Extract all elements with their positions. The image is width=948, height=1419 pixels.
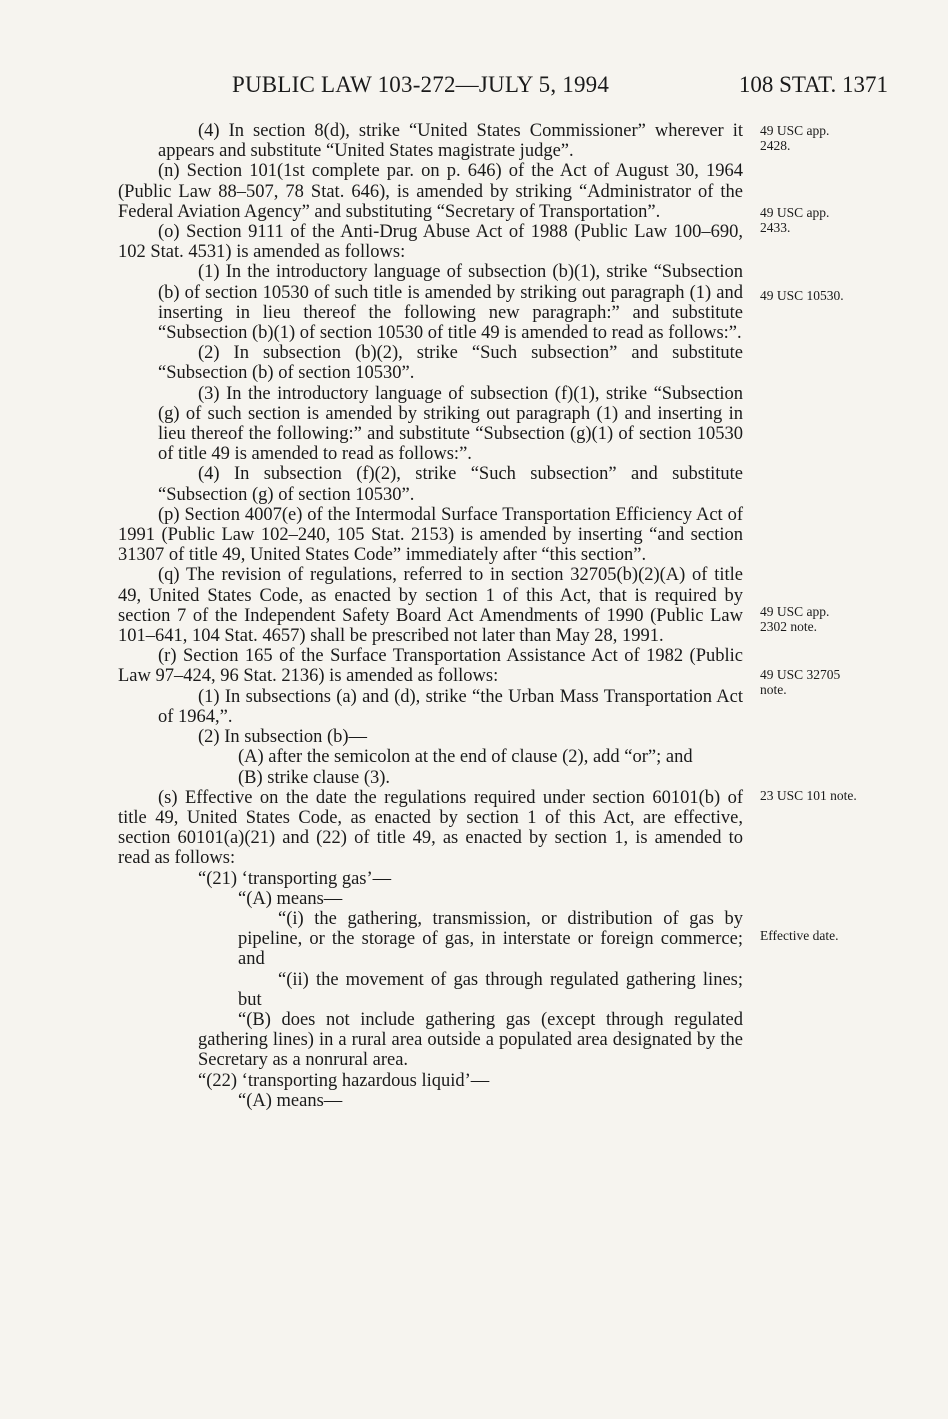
paragraph-r2b: (B) strike clause (3). xyxy=(238,767,391,788)
page-header xyxy=(232,72,888,102)
paragraph-r1: (1) In subsections (a) and (d), strike “the Urban Mass Transportation Act of 1964,”. xyxy=(158,686,743,727)
paragraph-o3: (3) In the introductory language of subsection (f)(1), strike “Subsection (g) of such section is amended by striking out paragraph (1) and inserting in lieu thereof the following:” and substitute “Subsection (g)(1) of section 10530 of title 49 is amended to read as follows:”. xyxy=(158,383,743,465)
definition-21a-ii: “(ii) the movement of gas through regulated gathering lines; but xyxy=(238,969,743,1010)
margin-note: Effective date. xyxy=(760,928,839,943)
paragraph-m4: (4) In section 8(d), strike “United States Commissioner” wherever it appears and substitute “United States magistrate judge”. xyxy=(158,121,743,162)
running-head-title: PUBLIC LAW 103-272—JULY 5, 1994 xyxy=(232,72,610,97)
paragraph-n: (n) Section 101(1st complete par. on p. 646) of the Act of August 30, 1964 (Public Law 88–507, 78 Stat. 646), is amended by striking “Administrator of the Federal Aviation Agency” and substituting “Secretary of Transportation”. xyxy=(118,161,743,222)
statute-body xyxy=(118,121,743,1111)
definition-21a: “(A) means— xyxy=(238,888,343,909)
definition-22a: “(A) means— xyxy=(238,1090,343,1111)
margin-note: 49 USC 10530. xyxy=(760,288,844,303)
paragraph-o: (o) Section 9111 of the Anti-Drug Abuse Act of 1988 (Public Law 100–690, 102 Stat. 4531) is amended as follows: xyxy=(118,222,743,263)
paragraph-r2: (2) In subsection (b)— xyxy=(198,727,368,748)
paragraph-o4: (4) In subsection (f)(2), strike “Such subsection” and substitute “Subsection (g) of section 10530”. xyxy=(158,464,743,505)
paragraph-q: (q) The revision of regulations, referred to in section 32705(b)(2)(A) of title 49, United States Code, as enacted by section 1 of this Act, that is required by section 7 of the Independent Safety Board Act Amendments of 1990 (Public Law 101–641, 104 Stat. 4657) shall be prescribed not later than May 28, 1991. xyxy=(118,565,743,647)
paragraph-o1: (1) In the introductory language of subsection (b)(1), strike “Subsection (b) of section 10530 of such title is amended by striking out paragraph (1) and inserting in lieu thereof the following new paragraph:” and substitute “Subsection (b)(1) of section 10530 of title 49 is amended to read as follows:”. xyxy=(158,262,743,344)
paragraph-r: (r) Section 165 of the Surface Transportation Assistance Act of 1982 (Public Law 97–424, 96 Stat. 2136) is amended as follows: xyxy=(118,646,743,687)
statute-page-number: 108 STAT. 1371 xyxy=(738,72,888,97)
definition-21: “(21) ‘transporting gas’— xyxy=(198,868,392,889)
definition-21b: “(B) does not include gathering gas (except through regulated gathering lines) in a rural area outside a populated area designated by the Secretary as a nonrural area. xyxy=(198,1009,743,1071)
paragraph-o2: (2) In subsection (b)(2), strike “Such subsection” and substitute “Subsection (b) of section 10530”. xyxy=(158,343,743,384)
margin-note: 49 USC 32705 note. xyxy=(760,667,841,697)
paragraph-p: (p) Section 4007(e) of the Intermodal Surface Transportation Efficiency Act of 1991 (Public Law 102–240, 105 Stat. 2153) is amended by inserting “and section 31307 of title 49, United States Code” immediately after “this section”. xyxy=(118,504,743,566)
margin-note: 23 USC 101 note. xyxy=(760,788,857,803)
definition-21a-i: “(i) the gathering, transmission, or distribution of gas by pipeline, or the storage of gas, in interstate or foreign commerce; and xyxy=(238,908,743,970)
margin-note: 49 USC app. 2302 note. xyxy=(760,604,830,634)
margin-note: 49 USC app. 2433. xyxy=(760,205,830,235)
paragraph-r2a: (A) after the semicolon at the end of clause (2), add “or”; and xyxy=(238,747,693,768)
paragraph-s: (s) Effective on the date the regulations required under section 60101(b) of title 49, United States Code, as enacted by section 1 of this Act, are effective, section 60101(a)(21) and (22) of title 49, as enacted by section 1, is amended to read as follows: xyxy=(118,787,743,869)
definition-22: “(22) ‘transporting hazardous liquid’— xyxy=(198,1070,490,1091)
margin-note: 49 USC app. 2428. xyxy=(760,123,830,153)
